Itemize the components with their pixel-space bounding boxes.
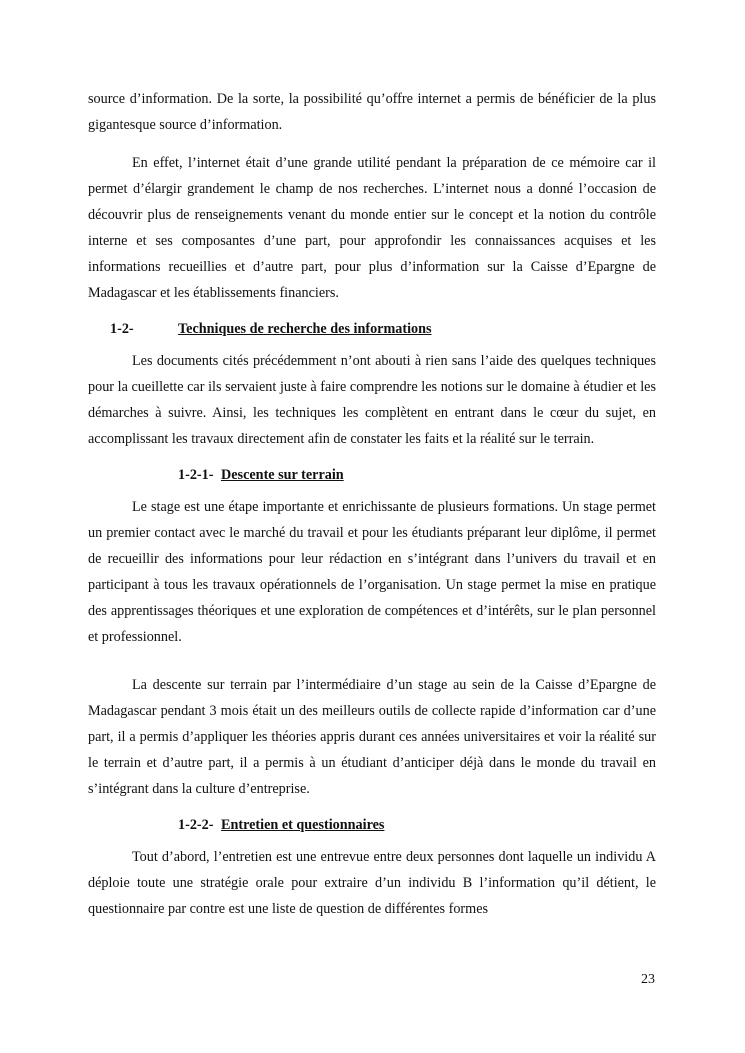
section-title: Techniques de recherche des informations <box>178 321 432 337</box>
subsection-heading-1-2-1 <box>88 462 656 488</box>
subsection-number: 1-2-2- <box>178 817 214 833</box>
subsection-heading-1-2-2 <box>88 812 656 838</box>
subsection-number: 1-2-1- <box>178 467 214 483</box>
paragraph-2: En effet, l’internet était d’une grande utilité pendant la préparation de ce mémoire car il permet d’élargir grandement le champ de nos recherches. L’internet nous a donné l’occasion de découvrir plus de renseignements venant du monde entier sur le concept et la notion du contrôle interne et ses composantes d’une part, pour approfondir les connaissances acquises et les informations recueillies et d’autre part, pour plus d’information sur la Caisse d’Epargne de Madagascar et les établissements financiers. <box>88 155 656 301</box>
paragraph-5: La descente sur terrain par l’intermédiaire d’un stage au sein de la Caisse d’Epargne de Madagascar pendant 3 mois était un des meilleurs outils de collecte rapide d’information car d’une part, il a permis d’appliquer les théories appris durant ces années universitaires et voir la réalité sur le terrain et d’autre part, il a permis à un étudiant d’anticiper déjà dans le monde du travail en s’intégrant dans la culture d’entreprise. <box>88 677 656 797</box>
section-number: 1-2- <box>110 321 134 337</box>
paragraph-3: Les documents cités précédemment n’ont abouti à rien sans l’aide des quelques techniques pour la cueillette car ils servaient juste à faire comprendre les notions sur le domaine à étudier et les démarches à suivre. Ainsi, les techniques les complètent en entrant dans le cœur du sujet, en accomplissant les travaux directement afin de constater les faits et la réalité sur le terrain. <box>88 353 656 447</box>
section-heading-1-2 <box>88 316 656 342</box>
paragraph-6: Tout d’abord, l’entretien est une entrevue entre deux personnes dont laquelle un individu A déploie toute une stratégie orale pour extraire d’un individu B l’information qu’il détient, le questionnaire par contre est une liste de question de différentes formes <box>88 849 656 917</box>
page-number: 23 <box>641 972 655 987</box>
subsection-title: Descente sur terrain <box>221 467 344 483</box>
paragraph-1: source d’information. De la sorte, la possibilité qu’offre internet a permis de bénéficier de la plus gigantesque source d’information. <box>88 91 656 133</box>
document-page <box>88 86 656 922</box>
paragraph-4: Le stage est une étape importante et enrichissante de plusieurs formations. Un stage permet un premier contact avec le marché du travail et pour les étudiants préparant leur diplôme, il permet de recueillir des informations pour leur rédaction en s’intégrant dans l’univers du travail et en participant à tous les travaux opérationnels de l’organisation. Un stage permet la mise en pratique des apprentissages théoriques et une exploration de compétences et d’intérêts, sur le plan personnel et professionnel. <box>88 499 656 645</box>
subsection-title: Entretien et questionnaires <box>221 817 385 833</box>
